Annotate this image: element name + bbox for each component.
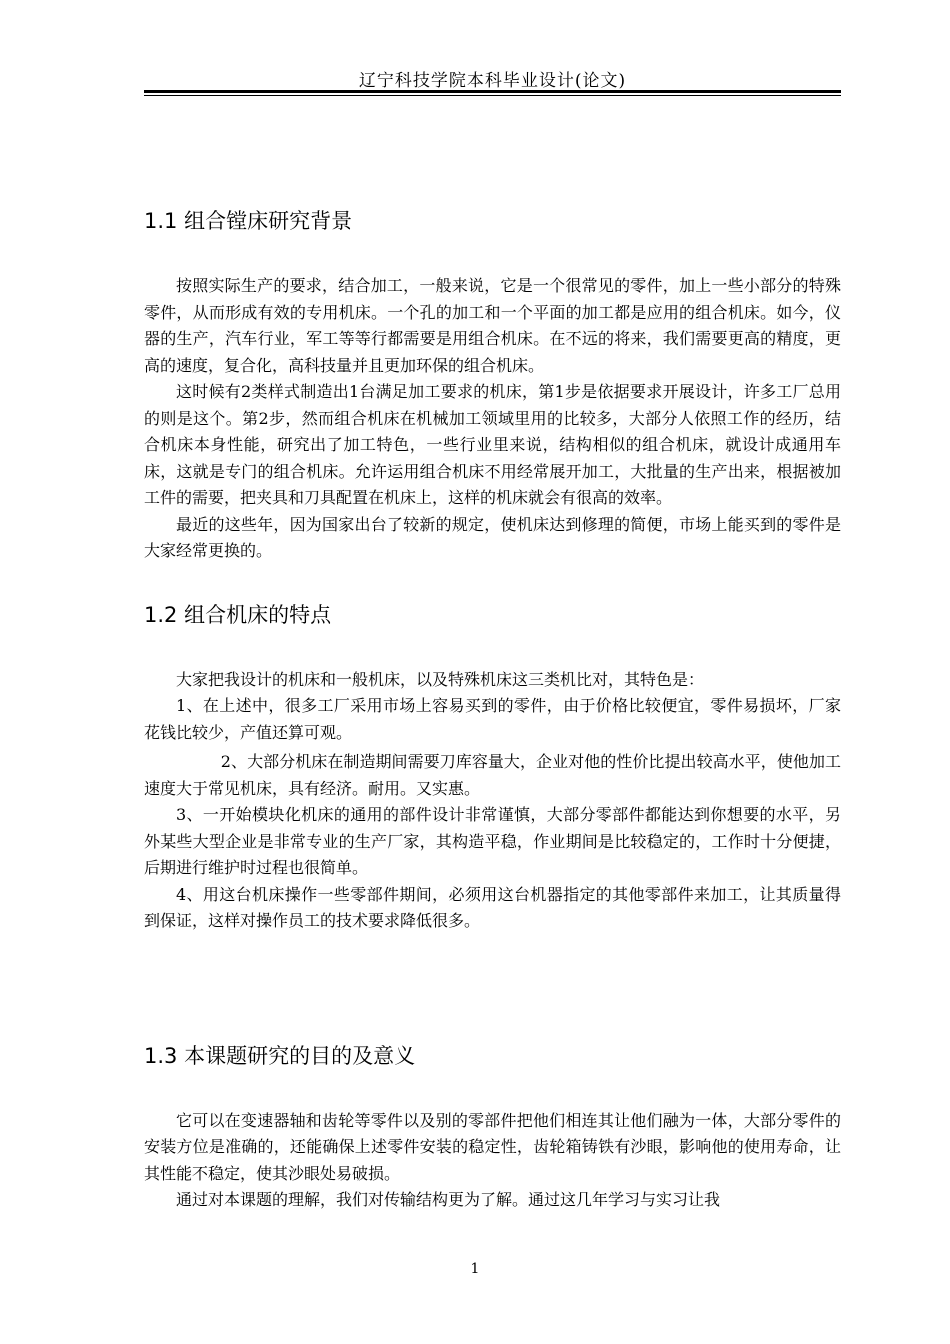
list-item: 3、一开始模块化机床的通用的部件设计非常谨慎，大部分零部件都能达到你想要的水平，另外某些大型企业是非常专业的生产厂家，其构造平稳，作业期间是比较稳定的，工作时十分便捷，后期进行维护时过程也很简单。 <box>144 805 841 877</box>
section-heading-1-1: 1.1 组合镗床研究背景 <box>144 209 353 233</box>
document-body <box>144 206 841 1214</box>
page-header: 辽宁科技学院本科毕业设计(论文) <box>358 71 627 91</box>
page-number: 1 <box>470 1261 480 1277</box>
paragraph: 通过对本课题的理解，我们对传输结构更为了解。通过这几年学习与实习让我 <box>176 1190 721 1209</box>
paragraph: 最近的这些年，因为国家出台了较新的规定，使机床达到修理的简便，市场上能买到的零件是大家经常更换的。 <box>144 514 841 560</box>
paragraph: 按照实际生产的要求，结合加工，一般来说，它是一个很常见的零件，加上一些小部分的特殊零件，从而形成有效的专用机床。一个孔的加工和一个平面的加工都是应用的组合机床。如今，仪器的生产，汽车行业，军工等等行都需要是用组合机床。在不远的将来，我们需要更高的精度，更高的速度，复合化，高科技量并且更加环保的组合机床。 <box>144 276 841 375</box>
header-rule-thin <box>144 95 841 96</box>
header-rule-thick <box>144 90 841 93</box>
list-item: 2、大部分机床在制造期间需要刀库容量大，企业对他的性价比提出较高水平，使他加工速度大于常见机床，具有经济。耐用。又实惠。 <box>144 752 841 798</box>
list-item: 1、在上述中，很多工厂采用市场上容易买到的零件，由于价格比较便宜，零件易损坏，厂家花钱比较少，产值还算可观。 <box>144 696 841 742</box>
paragraph: 它可以在变速器轴和齿轮等零件以及别的零部件把他们相连其让他们融为一体，大部分零件的安装方位是准确的，还能确保上述零件安装的稳定性，齿轮箱铸铁有沙眼，影响他的使用寿命，让其性能不稳定，使其沙眼处易破损。 <box>144 1110 841 1183</box>
section-heading-1-2: 1.2 组合机床的特点 <box>144 602 332 627</box>
section-heading-1-3: 1.3 本课题研究的目的及意义 <box>144 1043 416 1068</box>
paragraph: 大家把我设计的机床和一般机床，以及特殊机床这三类机比对，其特色是： <box>176 669 705 689</box>
list-item: 4、用这台机床操作一些零部件期间，必须用这台机器指定的其他零部件来加工，让其质量得到保证，这样对操作员工的技术要求降低很多。 <box>144 884 841 930</box>
paragraph: 这时候有2类样式制造出1台满足加工要求的机床，第1步是依据要求开展设计，许多工厂总用的则是这个。第2步，然而组合机床在机械加工领域里用的比较多，大部分人依照工作的经历，结合机床本身性能，研究出了加工特色，一些行业里来说，结构相似的组合机床，就设计成通用车床，这就是专门的组合机床。允许运用组合机床不用经常展开加工，大批量的生产出来，根据被加工件的需要，把夹具和刀具配置在机床上，这样的机床就会有很高的效率。 <box>144 382 841 507</box>
